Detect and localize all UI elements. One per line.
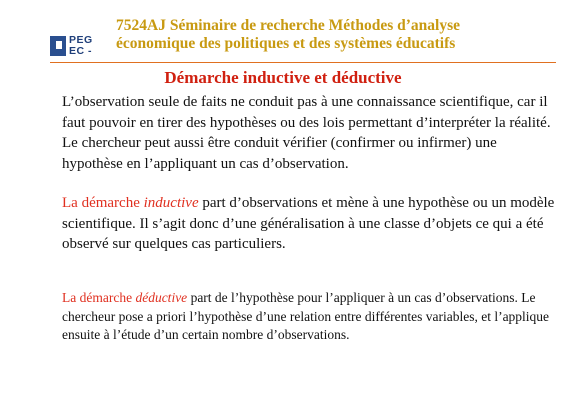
logo-text-line1: PEG: [69, 34, 93, 46]
header-title-line1: 7524AJ Séminaire de recherche Méthodes d’analyse: [116, 17, 460, 34]
inductive-text: part d’observations et mène à une hypothèse ou un modèle scientifique. Il s’agit donc d’une généralisation à une classe d’objets ce qui a été observé sur quelques cas particuliers.: [62, 195, 555, 252]
inductive-term: inductive: [143, 195, 199, 211]
paragraph-observation: L’observation seule de faits ne conduit pas à une connaissance scientifique, car il faut pouvoir en tirer des hypothèses ou des lois permettant d’interpréter la réalité. Le chercheur peut aussi être conduit vérifier (confirmer ou infirmer) une hypothèse en l’appliquant un cas d’observation.: [62, 94, 551, 172]
paragraph-inductive: [62, 193, 558, 255]
header-divider: [50, 62, 556, 63]
logo-text-line2: EC -: [69, 45, 92, 57]
paragraph-deductive: [62, 289, 558, 345]
inductive-lead: La démarche: [62, 195, 144, 211]
logo-mark-icon: [50, 36, 66, 56]
header-title: [116, 17, 556, 53]
header-title-line2: économique des politiques et des systèmes éducatifs: [116, 35, 456, 52]
slide-title: Démarche inductive et déductive: [164, 68, 402, 87]
deductive-lead: La démarche: [62, 290, 136, 305]
pegec-logo: [50, 34, 102, 60]
deductive-term: déductive: [135, 290, 188, 305]
deductive-text: part de l’hypothèse pour l’appliquer à un cas d’observations. Le chercheur pose a priori l’hypothèse d’une relation entre différentes variables, et l’applique ensuite à l’étude d’un certain nombre d’observations.: [62, 290, 550, 342]
